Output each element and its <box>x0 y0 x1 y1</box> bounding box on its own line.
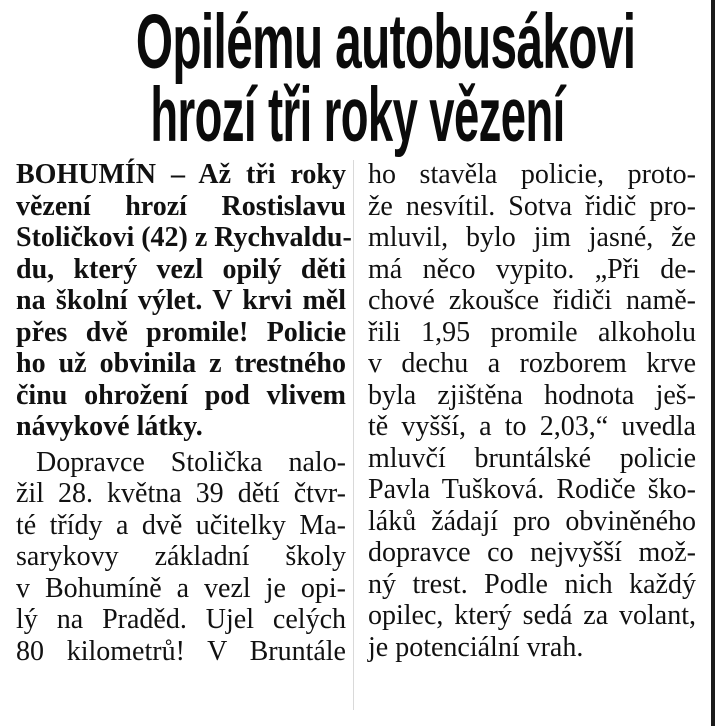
body-line: řili 1,95 promile alkoholu <box>368 316 696 348</box>
body-line: Dopravce Stolička nalo- <box>36 446 346 478</box>
body-line: mluvčí bruntálské policie <box>368 442 696 474</box>
body-line: Pavla Tušková. Rodiče ško- <box>368 474 696 505</box>
body-line: v dechu a rozborem krve <box>368 348 696 379</box>
article-lead-paragraph <box>16 159 352 443</box>
headline-line-2: hrozí tři roky vězení <box>150 72 565 158</box>
lead-line: vězení hrozí Rostislavu <box>16 190 346 222</box>
body-line: mluvil, bylo jim jasné, že <box>368 222 696 253</box>
body-line: chové zkoušce řidiči namě- <box>368 285 696 316</box>
body-line: byla zjištěna hodnota ješ- <box>368 379 696 411</box>
body-line: ný trest. Podle nich každý <box>368 568 696 600</box>
body-line: lý na Praděd. Ujel celých <box>16 604 346 635</box>
body-line: v Bohumíně a vezl je opi- <box>16 572 346 604</box>
scan-edge <box>711 0 715 726</box>
body-line: že nesvítil. Sotva řidič pro- <box>368 190 696 222</box>
body-line: ho stavěla policie, proto- <box>368 159 696 190</box>
article-body-paragraph <box>16 447 346 668</box>
body-line: láků žádají pro obviněného <box>368 505 696 537</box>
article-headline <box>0 0 715 158</box>
lead-line: přes dvě promile! Policie <box>16 316 346 348</box>
body-line: té třídy a dvě učitelky Ma- <box>16 509 346 541</box>
body-line: tě vyšší, a to 2,03,“ uvedla <box>368 411 696 442</box>
lead-line: návykové látky. <box>16 411 203 442</box>
lead-line: du, který vezl opilý děti <box>16 253 346 285</box>
lead-line: ho už obvinila z trestného <box>16 348 346 379</box>
body-line: žil 28. května 39 dětí čtvr- <box>16 478 346 509</box>
article-column-left <box>16 159 352 667</box>
body-line: 80 kilometrů! V Bruntále <box>16 635 346 667</box>
body-line: je potenciální vrah. <box>368 631 584 663</box>
body-line: dopravce co nejvyšší mož- <box>368 537 696 568</box>
body-line: opilec, který sedá za volant, <box>368 600 696 631</box>
lead-line: činu ohrožení pod vlivem <box>16 379 346 411</box>
lead-line: na školní výlet. V krvi měl <box>16 285 346 316</box>
body-line: má něco vypito. „Při de- <box>368 253 696 285</box>
headline-line-1: Opilému autobusákovi <box>135 0 636 85</box>
body-line: sarykovy základní školy <box>16 541 346 572</box>
lead-line: BOHUMÍN – Až tři roky <box>16 159 346 190</box>
column-divider <box>353 160 354 710</box>
lead-line: Stoličkovi (42) z Rychvaldu- <box>16 222 352 253</box>
article-column-right <box>368 159 696 663</box>
